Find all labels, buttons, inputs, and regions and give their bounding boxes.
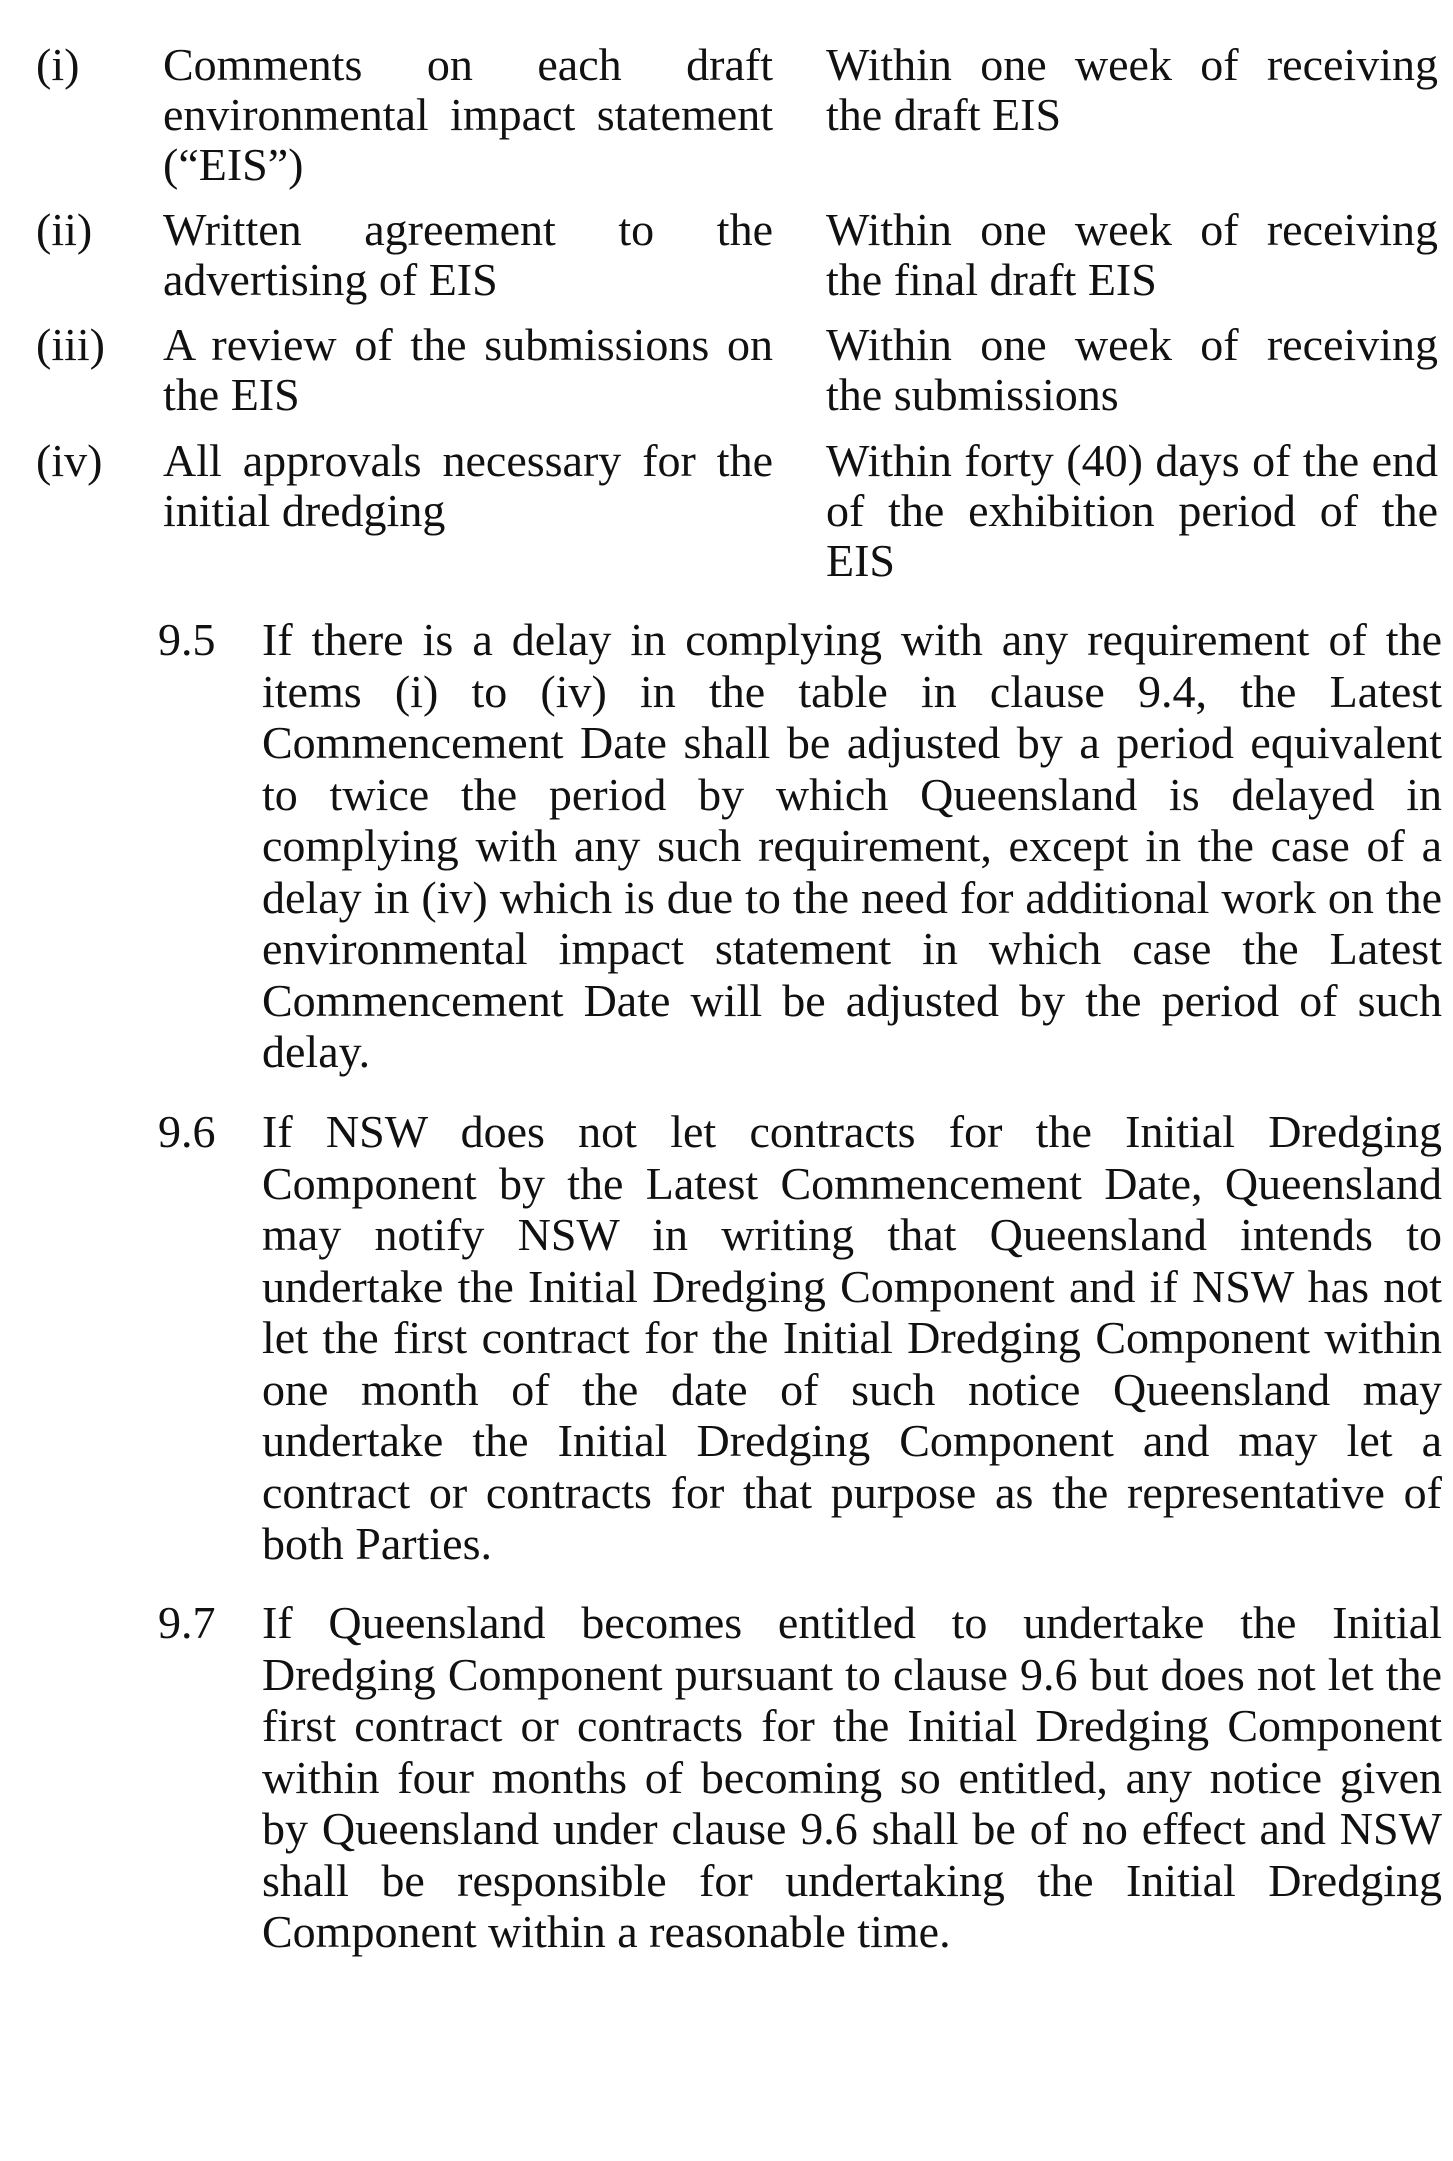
- item-number: (iv): [36, 435, 103, 486]
- item-description: A review of the submissions on the EIS: [163, 319, 773, 420]
- clause-text: If NSW does not let contracts for the Initial Dredging Component by the Latest Commencement Date, Queensland may notify NSW in writing that Queensland intends to undertake the Initial Dredging Component and if NSW has not let the first contract for the Initial Dredging Component within one month of the date of such notice Queensland may undertake the Initial Dredging Component and may let a contract or contracts for that purpose as the representative of both Parties.: [262, 1106, 1442, 1569]
- item-number: (iii): [36, 319, 105, 370]
- item-description: Written agreement to the advertising of EIS: [163, 204, 773, 305]
- item-timing: Within one week of receiving the submissions: [826, 319, 1438, 420]
- item-description: All approvals necessary for the initial dredging: [163, 435, 773, 536]
- clause-text: If there is a delay in complying with any requirement of the items (i) to (iv) in the table in clause 9.4, the Latest Commencement Date shall be adjusted by a period equivalent to twice the period by which Queensland is delayed in complying with any such requirement, except in the case of a delay in (iv) which is due to the need for additional work on the environmental impact statement in which case the Latest Commencement Date will be adjusted by the period of such delay.: [262, 614, 1442, 1077]
- item-timing: Within one week of receiving the draft EIS: [826, 39, 1438, 140]
- item-timing: Within one week of receiving the final draft EIS: [826, 204, 1438, 305]
- clause-number: 9.6: [158, 1106, 216, 1157]
- clause-text: If Queensland becomes entitled to undertake the Initial Dredging Component pursuant to clause 9.6 but does not let the first contract or contracts for the Initial Dredging Component within four months of becoming so entitled, any notice given by Queensland under clause 9.6 shall be of no effect and NSW shall be responsible for undertaking the Initial Dredging Component within a reasonable time.: [262, 1597, 1442, 1957]
- item-number: (i): [36, 39, 80, 90]
- clause-number: 9.5: [158, 614, 216, 665]
- clause-number: 9.7: [158, 1597, 216, 1648]
- item-number: (ii): [36, 204, 93, 255]
- item-description: Comments on each draft environmental impact statement (“EIS”): [163, 39, 773, 190]
- item-timing: Within forty (40) days of the end of the exhibition period of the EIS: [826, 435, 1438, 586]
